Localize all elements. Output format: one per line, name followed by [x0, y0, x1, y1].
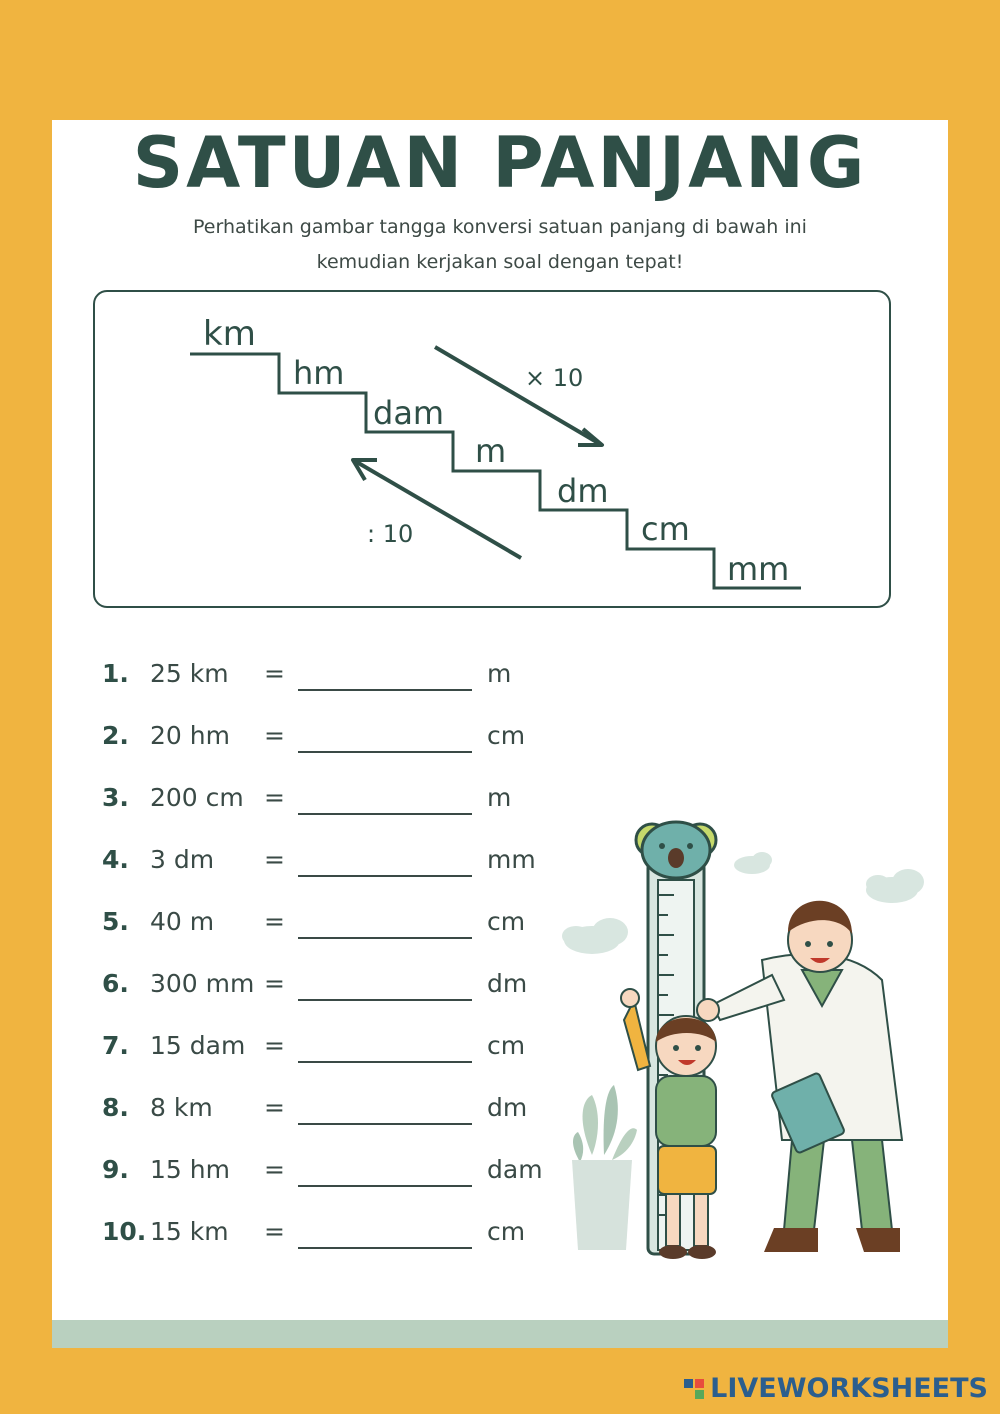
question-row-3	[102, 769, 622, 831]
question-quantity: 40 m	[150, 907, 215, 936]
question-quantity: 3 dm	[150, 845, 215, 874]
question-number: 6.	[102, 969, 129, 998]
question-row-6	[102, 955, 622, 1017]
question-quantity: 15 km	[150, 1217, 229, 1246]
target-unit: m	[487, 659, 512, 688]
plant-icon	[572, 1085, 637, 1250]
question-quantity: 20 hm	[150, 721, 230, 750]
question-number: 4.	[102, 845, 129, 874]
footer-band	[52, 1320, 948, 1348]
target-unit: mm	[487, 845, 536, 874]
answer-input-6[interactable]	[298, 967, 476, 1001]
ladder-steps	[190, 354, 801, 588]
question-quantity: 200 cm	[150, 783, 244, 812]
question-number: 5.	[102, 907, 129, 936]
equals-sign: =	[264, 845, 285, 874]
question-number: 1.	[102, 659, 129, 688]
answer-input-5[interactable]	[298, 905, 476, 939]
cloud-icon	[562, 918, 628, 954]
question-number: 7.	[102, 1031, 129, 1060]
question-row-10	[102, 1203, 622, 1265]
answer-input-7[interactable]	[298, 1029, 476, 1063]
question-quantity: 8 km	[150, 1093, 213, 1122]
question-row-5	[102, 893, 622, 955]
equals-sign: =	[264, 907, 285, 936]
equals-sign: =	[264, 1093, 285, 1122]
target-unit: cm	[487, 907, 526, 936]
worksheet-page	[52, 120, 948, 1348]
question-list	[102, 645, 622, 1265]
liveworksheets-logo-icon	[684, 1379, 704, 1399]
equals-sign: =	[264, 969, 285, 998]
unit-label-km: km	[203, 314, 256, 354]
unit-label-hm: hm	[293, 354, 345, 392]
question-number: 3.	[102, 783, 129, 812]
question-number: 8.	[102, 1093, 129, 1122]
answer-input-1[interactable]	[298, 657, 476, 691]
answer-input-8[interactable]	[298, 1091, 476, 1125]
equals-sign: =	[264, 721, 285, 750]
equals-sign: =	[264, 1217, 285, 1246]
question-quantity: 15 hm	[150, 1155, 230, 1184]
question-quantity: 25 km	[150, 659, 229, 688]
cloud-icon	[866, 869, 924, 903]
target-unit: dm	[487, 969, 528, 998]
unit-label-cm: cm	[641, 510, 690, 548]
answer-input-9[interactable]	[298, 1153, 476, 1187]
unit-label-mm: mm	[727, 550, 790, 588]
question-row-7	[102, 1017, 622, 1079]
question-row-1	[102, 645, 622, 707]
divide-label: : 10	[367, 520, 414, 548]
instructions	[112, 210, 888, 280]
multiply-arrow	[435, 347, 600, 444]
equals-sign: =	[264, 1031, 285, 1060]
question-row-4	[102, 831, 622, 893]
question-number: 2.	[102, 721, 129, 750]
answer-input-4[interactable]	[298, 843, 476, 877]
target-unit: m	[487, 783, 512, 812]
target-unit: cm	[487, 1031, 526, 1060]
question-row-9	[102, 1141, 622, 1203]
height-measurement-illustration	[552, 810, 948, 1260]
instructions-line-1: Perhatikan gambar tangga konversi satuan panjang di bawah ini	[193, 216, 807, 238]
question-number: 9.	[102, 1155, 129, 1184]
multiply-label: × 10	[525, 364, 584, 392]
answer-input-10[interactable]	[298, 1215, 476, 1249]
question-quantity: 300 mm	[150, 969, 255, 998]
question-row-8	[102, 1079, 622, 1141]
boy-figure	[621, 989, 716, 1259]
equals-sign: =	[264, 783, 285, 812]
target-unit: dam	[487, 1155, 543, 1184]
target-unit: cm	[487, 721, 526, 750]
question-quantity: 15 dam	[150, 1031, 246, 1060]
question-number: 10.	[102, 1217, 147, 1246]
equals-sign: =	[264, 1155, 285, 1184]
doctor-figure	[697, 901, 902, 1252]
target-unit: dm	[487, 1093, 528, 1122]
page-title: SATUAN PANJANG	[132, 122, 868, 204]
unit-label-m: m	[475, 432, 507, 470]
instructions-line-2: kemudian kerjakan soal dengan tepat!	[316, 251, 684, 273]
target-unit: cm	[487, 1217, 526, 1246]
conversion-ladder-diagram	[95, 292, 893, 610]
unit-label-dam: dam	[373, 394, 445, 432]
answer-input-2[interactable]	[298, 719, 476, 753]
equals-sign: =	[264, 659, 285, 688]
conversion-ladder-box	[93, 290, 891, 608]
question-row-2	[102, 707, 622, 769]
cloud-icon	[734, 852, 772, 874]
liveworksheets-brand[interactable]	[684, 1373, 988, 1404]
brand-name: LIVEWORKSHEETS	[710, 1373, 988, 1404]
answer-input-3[interactable]	[298, 781, 476, 815]
unit-label-dm: dm	[557, 472, 609, 510]
